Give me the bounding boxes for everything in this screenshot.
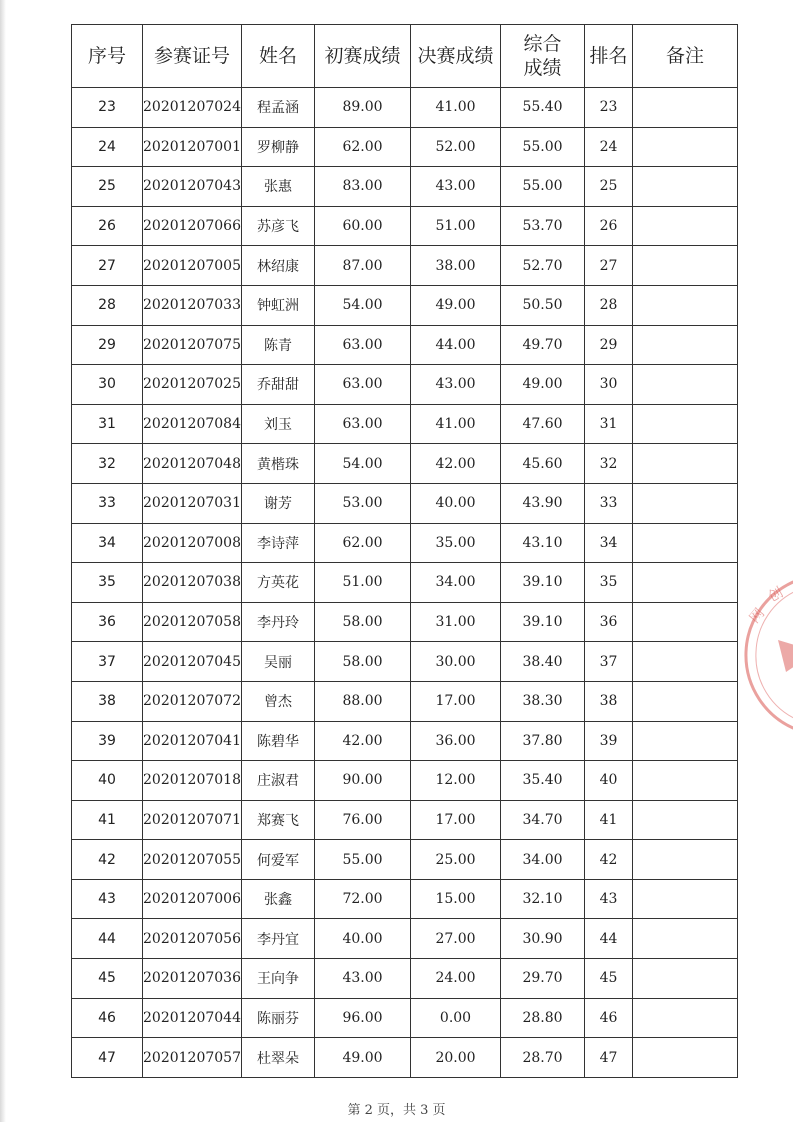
cell-rank: 33 <box>585 483 633 523</box>
cell-name: 刘玉 <box>242 404 315 444</box>
cell-total: 43.10 <box>501 523 585 563</box>
cell-prelim: 43.00 <box>315 959 411 999</box>
cell-prelim: 58.00 <box>315 642 411 682</box>
cell-prelim: 63.00 <box>315 365 411 405</box>
cell-seq: 31 <box>72 404 143 444</box>
cell-seq: 32 <box>72 444 143 484</box>
cell-total: 29.70 <box>501 959 585 999</box>
cell-final: 17.00 <box>411 681 501 721</box>
table-row <box>72 681 738 721</box>
cell-remark <box>633 206 738 246</box>
official-seal <box>738 572 793 742</box>
cell-total: 55.00 <box>501 127 585 167</box>
cell-rank: 23 <box>585 88 633 128</box>
cell-id: 20201207008 <box>143 523 242 563</box>
cell-prelim: 62.00 <box>315 127 411 167</box>
cell-id: 20201207048 <box>143 444 242 484</box>
cell-seq: 40 <box>72 761 143 801</box>
cell-rank: 46 <box>585 998 633 1038</box>
cell-remark <box>633 879 738 919</box>
cell-prelim: 54.00 <box>315 444 411 484</box>
cell-rank: 37 <box>585 642 633 682</box>
cell-id: 20201207058 <box>143 602 242 642</box>
table-row <box>72 602 738 642</box>
cell-rank: 28 <box>585 285 633 325</box>
cell-name: 罗柳静 <box>242 127 315 167</box>
cell-name: 张惠 <box>242 167 315 207</box>
cell-name: 苏彦飞 <box>242 206 315 246</box>
cell-name: 郑赛飞 <box>242 800 315 840</box>
cell-id: 20201207057 <box>143 1038 242 1078</box>
cell-final: 38.00 <box>411 246 501 286</box>
cell-final: 0.00 <box>411 998 501 1038</box>
cell-remark <box>633 523 738 563</box>
cell-name: 曾杰 <box>242 681 315 721</box>
cell-total: 55.00 <box>501 167 585 207</box>
score-table <box>71 24 738 1078</box>
table-row <box>72 1038 738 1078</box>
cell-prelim: 62.00 <box>315 523 411 563</box>
cell-rank: 41 <box>585 800 633 840</box>
page-footer: 第 2 页，共 3 页 <box>347 1103 446 1118</box>
table-row <box>72 721 738 761</box>
cell-name: 谢芳 <box>242 483 315 523</box>
cell-remark <box>633 800 738 840</box>
cell-prelim: 76.00 <box>315 800 411 840</box>
cell-id: 20201207075 <box>143 325 242 365</box>
cell-name: 方英花 <box>242 563 315 603</box>
cell-id: 20201207044 <box>143 998 242 1038</box>
cell-final: 15.00 <box>411 879 501 919</box>
table-row <box>72 523 738 563</box>
cell-remark <box>633 919 738 959</box>
cell-final: 31.00 <box>411 602 501 642</box>
cell-final: 30.00 <box>411 642 501 682</box>
cell-prelim: 63.00 <box>315 325 411 365</box>
cell-final: 34.00 <box>411 563 501 603</box>
cell-remark <box>633 285 738 325</box>
cell-name: 程孟涵 <box>242 88 315 128</box>
cell-name: 李诗萍 <box>242 523 315 563</box>
cell-seq: 41 <box>72 800 143 840</box>
cell-remark <box>633 325 738 365</box>
table-row <box>72 127 738 167</box>
cell-id: 20201207018 <box>143 761 242 801</box>
cell-prelim: 96.00 <box>315 998 411 1038</box>
table-row <box>72 285 738 325</box>
table-row <box>72 761 738 801</box>
cell-id: 20201207071 <box>143 800 242 840</box>
cell-total: 47.60 <box>501 404 585 444</box>
table-row <box>72 206 738 246</box>
cell-seq: 46 <box>72 998 143 1038</box>
cell-prelim: 42.00 <box>315 721 411 761</box>
cell-seq: 38 <box>72 681 143 721</box>
header-rank: 排名 <box>585 25 633 88</box>
cell-id: 20201207055 <box>143 840 242 880</box>
cell-name: 王向争 <box>242 959 315 999</box>
table-row <box>72 167 738 207</box>
table-row <box>72 998 738 1038</box>
cell-name: 钟虹洲 <box>242 285 315 325</box>
cell-remark <box>633 681 738 721</box>
cell-final: 41.00 <box>411 88 501 128</box>
cell-total: 34.70 <box>501 800 585 840</box>
table-row <box>72 800 738 840</box>
cell-total: 30.90 <box>501 919 585 959</box>
cell-rank: 45 <box>585 959 633 999</box>
cell-total: 37.80 <box>501 721 585 761</box>
table-row <box>72 959 738 999</box>
cell-id: 20201207024 <box>143 88 242 128</box>
header-remark: 备注 <box>633 25 738 88</box>
cell-rank: 31 <box>585 404 633 444</box>
cell-seq: 47 <box>72 1038 143 1078</box>
cell-seq: 30 <box>72 365 143 405</box>
table-header-row <box>72 25 738 88</box>
cell-total: 43.90 <box>501 483 585 523</box>
cell-name: 庄淑君 <box>242 761 315 801</box>
table-row <box>72 563 738 603</box>
cell-remark <box>633 840 738 880</box>
cell-name: 陈青 <box>242 325 315 365</box>
cell-rank: 27 <box>585 246 633 286</box>
cell-total: 32.10 <box>501 879 585 919</box>
cell-rank: 39 <box>585 721 633 761</box>
header-total-line1: 综合 <box>523 33 562 55</box>
cell-seq: 45 <box>72 959 143 999</box>
table-row <box>72 88 738 128</box>
cell-total: 38.40 <box>501 642 585 682</box>
cell-id: 20201207006 <box>143 879 242 919</box>
cell-seq: 37 <box>72 642 143 682</box>
cell-rank: 43 <box>585 879 633 919</box>
cell-total: 38.30 <box>501 681 585 721</box>
cell-seq: 39 <box>72 721 143 761</box>
cell-total: 28.80 <box>501 998 585 1038</box>
cell-id: 20201207056 <box>143 919 242 959</box>
cell-seq: 27 <box>72 246 143 286</box>
cell-final: 41.00 <box>411 404 501 444</box>
cell-id: 20201207025 <box>143 365 242 405</box>
cell-remark <box>633 563 738 603</box>
cell-id: 20201207036 <box>143 959 242 999</box>
cell-name: 李丹宜 <box>242 919 315 959</box>
cell-rank: 34 <box>585 523 633 563</box>
cell-rank: 36 <box>585 602 633 642</box>
cell-id: 20201207084 <box>143 404 242 444</box>
cell-id: 20201207001 <box>143 127 242 167</box>
cell-seq: 29 <box>72 325 143 365</box>
cell-final: 49.00 <box>411 285 501 325</box>
cell-name: 杜翠朵 <box>242 1038 315 1078</box>
cell-remark <box>633 483 738 523</box>
cell-prelim: 55.00 <box>315 840 411 880</box>
cell-total: 39.10 <box>501 563 585 603</box>
cell-id: 20201207072 <box>143 681 242 721</box>
table-row <box>72 879 738 919</box>
cell-total: 49.70 <box>501 325 585 365</box>
cell-id: 20201207043 <box>143 167 242 207</box>
cell-prelim: 72.00 <box>315 879 411 919</box>
cell-remark <box>633 761 738 801</box>
header-name: 姓名 <box>242 25 315 88</box>
cell-prelim: 58.00 <box>315 602 411 642</box>
cell-prelim: 83.00 <box>315 167 411 207</box>
cell-prelim: 49.00 <box>315 1038 411 1078</box>
cell-name: 陈丽芬 <box>242 998 315 1038</box>
cell-final: 43.00 <box>411 365 501 405</box>
cell-prelim: 40.00 <box>315 919 411 959</box>
cell-prelim: 60.00 <box>315 206 411 246</box>
header-total <box>501 25 585 88</box>
table-row <box>72 444 738 484</box>
cell-name: 吴丽 <box>242 642 315 682</box>
cell-remark <box>633 404 738 444</box>
cell-name: 乔甜甜 <box>242 365 315 405</box>
cell-rank: 47 <box>585 1038 633 1078</box>
cell-final: 25.00 <box>411 840 501 880</box>
cell-seq: 44 <box>72 919 143 959</box>
cell-total: 28.70 <box>501 1038 585 1078</box>
cell-seq: 24 <box>72 127 143 167</box>
cell-seq: 43 <box>72 879 143 919</box>
cell-rank: 24 <box>585 127 633 167</box>
cell-total: 49.00 <box>501 365 585 405</box>
cell-final: 40.00 <box>411 483 501 523</box>
cell-final: 35.00 <box>411 523 501 563</box>
cell-name: 何爱军 <box>242 840 315 880</box>
cell-seq: 28 <box>72 285 143 325</box>
cell-total: 52.70 <box>501 246 585 286</box>
cell-seq: 33 <box>72 483 143 523</box>
cell-name: 李丹玲 <box>242 602 315 642</box>
cell-prelim: 51.00 <box>315 563 411 603</box>
cell-remark <box>633 88 738 128</box>
cell-name: 张鑫 <box>242 879 315 919</box>
cell-prelim: 87.00 <box>315 246 411 286</box>
cell-seq: 26 <box>72 206 143 246</box>
header-prelim: 初赛成绩 <box>315 25 411 88</box>
cell-rank: 26 <box>585 206 633 246</box>
header-final: 决赛成绩 <box>411 25 501 88</box>
cell-remark <box>633 602 738 642</box>
seal-star-icon <box>778 640 793 672</box>
table-row <box>72 325 738 365</box>
cell-seq: 23 <box>72 88 143 128</box>
cell-rank: 42 <box>585 840 633 880</box>
cell-total: 39.10 <box>501 602 585 642</box>
table-row <box>72 919 738 959</box>
table-row <box>72 246 738 286</box>
cell-prelim: 88.00 <box>315 681 411 721</box>
cell-total: 45.60 <box>501 444 585 484</box>
cell-total: 35.40 <box>501 761 585 801</box>
cell-remark <box>633 998 738 1038</box>
cell-final: 27.00 <box>411 919 501 959</box>
cell-final: 20.00 <box>411 1038 501 1078</box>
cell-remark <box>633 1038 738 1078</box>
cell-remark <box>633 365 738 405</box>
table-row <box>72 840 738 880</box>
table-row <box>72 404 738 444</box>
cell-total: 53.70 <box>501 206 585 246</box>
cell-id: 20201207033 <box>143 285 242 325</box>
cell-rank: 38 <box>585 681 633 721</box>
cell-final: 51.00 <box>411 206 501 246</box>
cell-name: 陈碧华 <box>242 721 315 761</box>
cell-seq: 34 <box>72 523 143 563</box>
cell-prelim: 89.00 <box>315 88 411 128</box>
cell-seq: 42 <box>72 840 143 880</box>
cell-rank: 35 <box>585 563 633 603</box>
svg-text:网: 网 <box>746 605 769 627</box>
cell-name: 黄楷珠 <box>242 444 315 484</box>
cell-final: 12.00 <box>411 761 501 801</box>
header-seq: 序号 <box>72 25 143 88</box>
svg-text:创: 创 <box>766 584 787 606</box>
cell-final: 24.00 <box>411 959 501 999</box>
cell-name: 林绍康 <box>242 246 315 286</box>
cell-id: 20201207005 <box>143 246 242 286</box>
cell-remark <box>633 642 738 682</box>
cell-prelim: 53.00 <box>315 483 411 523</box>
cell-rank: 29 <box>585 325 633 365</box>
table-row <box>72 483 738 523</box>
cell-prelim: 90.00 <box>315 761 411 801</box>
cell-rank: 40 <box>585 761 633 801</box>
cell-final: 52.00 <box>411 127 501 167</box>
cell-id: 20201207045 <box>143 642 242 682</box>
header-total-line2: 成绩 <box>523 57 562 79</box>
cell-remark <box>633 127 738 167</box>
header-id: 参赛证号 <box>143 25 242 88</box>
cell-seq: 36 <box>72 602 143 642</box>
table-row <box>72 642 738 682</box>
cell-remark <box>633 959 738 999</box>
cell-id: 20201207066 <box>143 206 242 246</box>
cell-total: 50.50 <box>501 285 585 325</box>
scan-edge-shadow <box>0 0 6 1122</box>
cell-prelim: 54.00 <box>315 285 411 325</box>
cell-final: 36.00 <box>411 721 501 761</box>
cell-final: 42.00 <box>411 444 501 484</box>
cell-remark <box>633 167 738 207</box>
cell-rank: 32 <box>585 444 633 484</box>
cell-final: 17.00 <box>411 800 501 840</box>
cell-rank: 30 <box>585 365 633 405</box>
cell-remark <box>633 721 738 761</box>
cell-total: 55.40 <box>501 88 585 128</box>
cell-total: 34.00 <box>501 840 585 880</box>
cell-rank: 25 <box>585 167 633 207</box>
cell-final: 44.00 <box>411 325 501 365</box>
cell-id: 20201207038 <box>143 563 242 603</box>
cell-remark <box>633 444 738 484</box>
cell-id: 20201207041 <box>143 721 242 761</box>
cell-prelim: 63.00 <box>315 404 411 444</box>
table-row <box>72 365 738 405</box>
cell-seq: 35 <box>72 563 143 603</box>
cell-remark <box>633 246 738 286</box>
cell-id: 20201207031 <box>143 483 242 523</box>
cell-rank: 44 <box>585 919 633 959</box>
cell-seq: 25 <box>72 167 143 207</box>
cell-final: 43.00 <box>411 167 501 207</box>
